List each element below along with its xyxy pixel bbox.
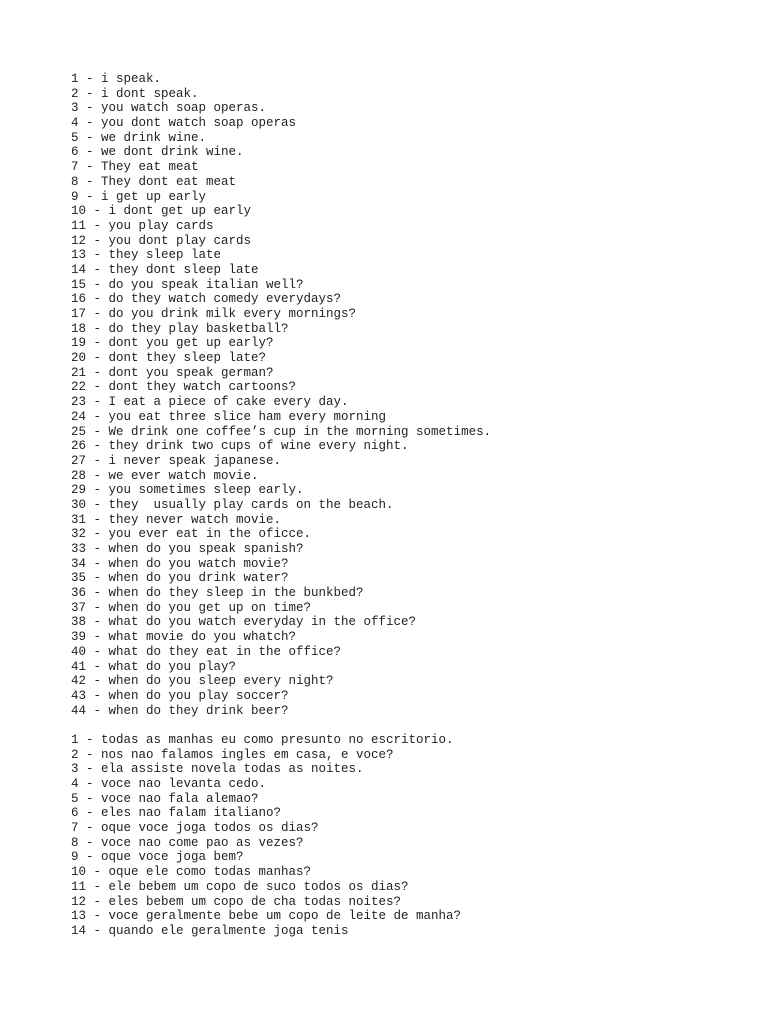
sentence-line: 14 - they dont sleep late bbox=[71, 262, 259, 277]
sentence-line: 44 - when do they drink beer? bbox=[71, 703, 289, 718]
sentence-line: 36 - when do they sleep in the bunkbed? bbox=[71, 586, 364, 601]
sentence-line: 35 - when do you drink water? bbox=[71, 571, 289, 586]
sentence-line: 11 - you play cards bbox=[71, 218, 214, 233]
document-body bbox=[71, 72, 491, 939]
sentence-line: 15 - do you speak italian well? bbox=[71, 277, 304, 292]
sentence-line: 2 - i dont speak. bbox=[71, 86, 199, 101]
sentence-line: 17 - do you drink milk every mornings? bbox=[71, 307, 357, 321]
sentence-line: 11 - ele bebem um copo de suco todos os dias? bbox=[71, 879, 409, 894]
sentence-line: 22 - dont they watch cartoons? bbox=[71, 380, 297, 395]
portuguese-sentences-list bbox=[71, 733, 491, 939]
sentence-line: 10 - oque ele como todas manhas? bbox=[71, 865, 312, 880]
sentence-line: 5 - we drink wine. bbox=[71, 130, 207, 145]
sentence-line: 3 - you watch soap operas. bbox=[71, 101, 267, 116]
sentence-line: 31 - they never watch movie. bbox=[71, 512, 282, 527]
sentence-line: 9 - oque voce joga bem? bbox=[71, 850, 244, 865]
sentence-line: 7 - oque voce joga todos os dias? bbox=[71, 821, 319, 836]
sentence-line: 13 - they sleep late bbox=[71, 248, 222, 263]
sentence-line: 4 - you dont watch soap operas bbox=[71, 116, 297, 131]
sentence-line: 43 - when do you play soccer? bbox=[71, 688, 289, 703]
sentence-line: 5 - voce nao fala alemao? bbox=[71, 791, 259, 806]
sentence-line: 10 - i dont get up early bbox=[71, 204, 252, 219]
sentence-line: 4 - voce nao levanta cedo. bbox=[71, 777, 267, 791]
sentence-line: 8 - They dont eat meat bbox=[71, 174, 237, 189]
sentence-line: 25 - We drink one coffee’s cup in the morning sometimes. bbox=[71, 424, 492, 439]
sentence-line: 28 - we ever watch movie. bbox=[71, 468, 259, 483]
sentence-line: 33 - when do you speak spanish? bbox=[71, 542, 304, 556]
sentence-line: 42 - when do you sleep every night? bbox=[71, 674, 334, 689]
sentence-line: 38 - what do you watch everyday in the office? bbox=[71, 615, 417, 630]
sentence-line: 29 - you sometimes sleep early. bbox=[71, 483, 304, 498]
sentence-line: 12 - eles bebem um copo de cha todas noites? bbox=[71, 894, 402, 909]
sentence-line: 1 - todas as manhas eu como presunto no escritorio. bbox=[71, 732, 454, 747]
sentence-line: 12 - you dont play cards bbox=[71, 233, 252, 248]
english-sentences-list bbox=[71, 72, 491, 718]
sentence-line: 3 - ela assiste novela todas as noites. bbox=[71, 762, 364, 777]
sentence-line: 34 - when do you watch movie? bbox=[71, 556, 289, 571]
sentence-line: 21 - dont you speak german? bbox=[71, 365, 274, 380]
sentence-line: 18 - do they play basketball? bbox=[71, 321, 289, 336]
sentence-line: 37 - when do you get up on time? bbox=[71, 600, 312, 615]
blank-line bbox=[71, 718, 491, 733]
sentence-line: 13 - voce geralmente bebe um copo de leite de manha? bbox=[71, 909, 462, 924]
sentence-line: 1 - i speak. bbox=[71, 72, 162, 86]
sentence-line: 16 - do they watch comedy everydays? bbox=[71, 292, 342, 307]
sentence-line: 41 - what do you play? bbox=[71, 659, 237, 674]
sentence-line: 2 - nos nao falamos ingles em casa, e voce? bbox=[71, 747, 394, 762]
sentence-line: 39 - what movie do you whatch? bbox=[71, 630, 297, 645]
sentence-line: 24 - you eat three slice ham every morning bbox=[71, 409, 387, 424]
sentence-line: 9 - i get up early bbox=[71, 189, 207, 204]
sentence-line: 6 - eles nao falam italiano? bbox=[71, 806, 282, 821]
sentence-line: 40 - what do they eat in the office? bbox=[71, 644, 342, 659]
sentence-line: 19 - dont you get up early? bbox=[71, 336, 274, 351]
sentence-line: 27 - i never speak japanese. bbox=[71, 453, 282, 468]
sentence-line: 14 - quando ele geralmente joga tenis bbox=[71, 923, 349, 938]
sentence-line: 6 - we dont drink wine. bbox=[71, 145, 244, 160]
sentence-line: 8 - voce nao come pao as vezes? bbox=[71, 835, 304, 850]
sentence-line: 32 - you ever eat in the oficce. bbox=[71, 527, 312, 542]
sentence-line: 30 - they usually play cards on the beach. bbox=[71, 497, 394, 512]
sentence-line: 23 - I eat a piece of cake every day. bbox=[71, 395, 349, 410]
sentence-line: 20 - dont they sleep late? bbox=[71, 351, 267, 366]
sentence-line: 26 - they drink two cups of wine every night. bbox=[71, 439, 409, 454]
sentence-line: 7 - They eat meat bbox=[71, 160, 199, 175]
